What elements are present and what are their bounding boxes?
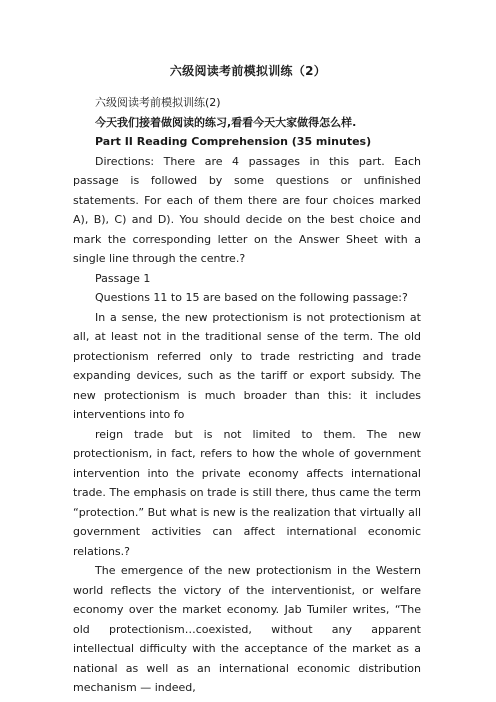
document-body — [73, 93, 421, 698]
document-title: 六级阅读考前模拟训练（2） — [169, 64, 327, 78]
body-paragraph: In a sense, the new protectionism is not protectionism at all, at least not in the traditional sense of the term. The old protectionism referred only to trade restricting and trade expanding devices, such as the tariff or export subsidy. The new protectionism is much broader than this: it includes interventions into fo — [73, 310, 421, 421]
directions-paragraph: Directions: There are 4 passages in this part. Each passage is followed by some questions or unfinished statements. For each of them there are four choices marked A), B), C) and D). You should decide on the best choice and mark the corresponding letter on the Answer Sheet with a single line through the centre.? — [73, 154, 421, 265]
questions-note: Questions 11 to 15 are based on the following passage:? — [95, 291, 408, 304]
body-paragraph: reign trade but is not limited to them. The new protectionism, in fact, refers to how the whole of government intervention into the private economy affects international trade. The emphasis on trade is still there, thus came the term “protection.” But what is new is the realization that virtually all government activities can affect international economic relations.? — [73, 427, 421, 558]
part-heading: Part II Reading Comprehension (35 minutes) — [95, 135, 372, 148]
passage-label: Passage 1 — [95, 271, 151, 285]
body-paragraph: The emergence of the new protectionism in the Western world reflects the victory of the interventionist, or welfare economy over the market economy. Jab Tumiler writes, “The old protectionism…coexisted, without any apparent intellectual difficulty with the acceptance of the market as a national as well as an international economic distribution mechanism — indeed, — [73, 564, 421, 694]
intro-line: 今天我们接着做阅读的练习,看看今天大家做得怎么样. — [95, 115, 357, 129]
subtitle: 六级阅读考前模拟训练(2) — [95, 96, 221, 109]
